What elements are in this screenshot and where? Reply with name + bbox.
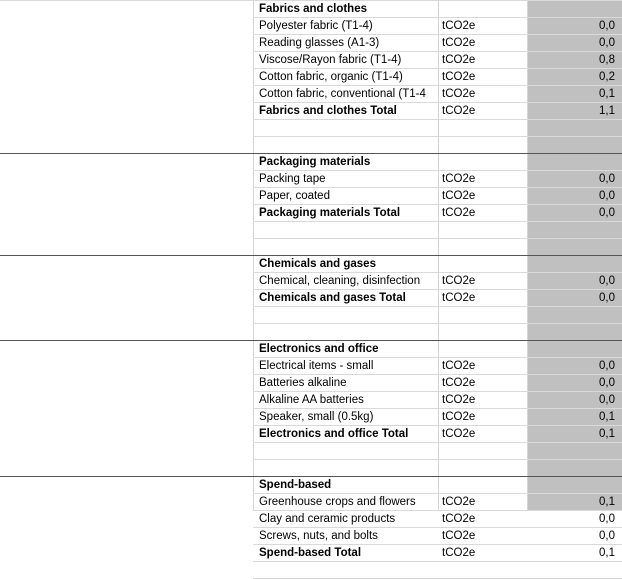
blank-row — [0, 443, 622, 460]
unit-cell[interactable]: tCO2e — [442, 37, 476, 49]
total-value-cell[interactable]: 0,0 — [599, 292, 615, 304]
table-row — [0, 392, 622, 409]
value-cell[interactable]: 0,0 — [599, 37, 615, 49]
unit-cell[interactable]: tCO2e — [442, 496, 476, 508]
table-row — [0, 375, 622, 392]
unit-cell[interactable]: tCO2e — [442, 394, 476, 406]
unit-cell[interactable]: tCO2e — [442, 360, 476, 372]
blank-row — [0, 120, 622, 137]
table-row — [0, 273, 622, 290]
section-header-row — [0, 1, 622, 18]
total-row — [0, 545, 622, 562]
unit-cell[interactable]: tCO2e — [442, 292, 476, 304]
value-cell[interactable]: 0,0 — [599, 275, 615, 287]
table-row — [0, 188, 622, 205]
section-header-row — [0, 154, 622, 171]
value-cell[interactable]: 0,0 — [599, 377, 615, 389]
unit-cell[interactable]: tCO2e — [442, 71, 476, 83]
blank-row — [0, 137, 622, 154]
unit-cell[interactable]: tCO2e — [442, 275, 476, 287]
section-header[interactable]: Electronics and office — [259, 343, 379, 355]
blank-row — [0, 239, 622, 256]
blank-row — [0, 222, 622, 239]
blank-row — [0, 307, 622, 324]
total-value-cell[interactable]: 0,1 — [599, 428, 615, 440]
item-label[interactable]: Paper, coated — [259, 190, 330, 202]
total-row — [0, 205, 622, 222]
section-header-row — [0, 256, 622, 273]
section-header[interactable]: Fabrics and clothes — [259, 3, 368, 15]
value-cell[interactable]: 0,0 — [599, 394, 615, 406]
item-label[interactable]: Packaging materials Total — [259, 207, 401, 219]
item-label[interactable]: Packing tape — [259, 173, 326, 185]
total-row — [0, 290, 622, 307]
unit-cell[interactable]: tCO2e — [442, 377, 476, 389]
value-cell[interactable]: 0,0 — [599, 530, 615, 542]
table-row — [0, 18, 622, 35]
blank-row — [0, 324, 622, 341]
unit-cell[interactable]: tCO2e — [442, 207, 476, 219]
item-label[interactable]: Electronics and office Total — [259, 428, 409, 440]
unit-cell[interactable]: tCO2e — [442, 88, 476, 100]
unit-cell[interactable]: tCO2e — [442, 411, 476, 423]
value-cell[interactable]: 0,1 — [599, 88, 615, 100]
blank-row — [0, 460, 622, 477]
table-row — [0, 171, 622, 188]
item-label[interactable]: Chemical, cleaning, disinfection — [259, 275, 421, 287]
item-label[interactable]: Clay and ceramic products — [259, 513, 396, 525]
table-row — [0, 35, 622, 52]
value-cell[interactable]: 0,0 — [599, 360, 615, 372]
item-label[interactable]: Screws, nuts, and bolts — [259, 530, 378, 542]
value-cell[interactable]: 0,0 — [599, 173, 615, 185]
total-value-cell[interactable]: 0,0 — [599, 207, 615, 219]
item-label[interactable]: Speaker, small (0.5kg) — [259, 411, 374, 423]
section-header-row — [0, 477, 622, 494]
section-header-row — [0, 341, 622, 358]
table-row — [0, 69, 622, 86]
table-row — [0, 409, 622, 426]
section-header[interactable]: Chemicals and gases — [259, 258, 376, 270]
unit-cell[interactable]: tCO2e — [442, 530, 476, 542]
unit-cell[interactable]: tCO2e — [442, 190, 476, 202]
section-header[interactable]: Spend-based — [259, 479, 332, 491]
item-label[interactable]: Fabrics and clothes Total — [259, 105, 397, 117]
item-label[interactable]: Cotton fabric, conventional (T1-4 — [259, 88, 426, 100]
table-row — [0, 511, 622, 528]
value-cell[interactable]: 0,0 — [599, 513, 615, 525]
value-cell[interactable]: 0,1 — [599, 496, 615, 508]
item-label[interactable]: Reading glasses (A1-3) — [259, 37, 380, 49]
unit-cell[interactable]: tCO2e — [442, 513, 476, 525]
value-cell[interactable]: 0,1 — [599, 411, 615, 423]
unit-cell[interactable]: tCO2e — [442, 428, 476, 440]
table-row — [0, 358, 622, 375]
item-label[interactable]: Polyester fabric (T1-4) — [259, 20, 373, 32]
total-row — [0, 426, 622, 443]
section-header[interactable]: Packaging materials — [259, 156, 371, 168]
item-label[interactable]: Greenhouse crops and flowers — [259, 496, 416, 508]
total-row — [0, 103, 622, 120]
value-cell[interactable]: 0,2 — [599, 71, 615, 83]
table-row — [0, 52, 622, 69]
table-row — [0, 86, 622, 103]
top-gridline — [0, 0, 622, 1]
unit-cell[interactable]: tCO2e — [442, 20, 476, 32]
unit-cell[interactable]: tCO2e — [442, 54, 476, 66]
unit-cell[interactable]: tCO2e — [442, 173, 476, 185]
blank-row — [0, 562, 622, 579]
item-label[interactable]: Electrical items - small — [259, 360, 374, 372]
value-cell[interactable]: 0,8 — [599, 54, 615, 66]
item-label[interactable]: Batteries alkaline — [259, 377, 347, 389]
unit-cell[interactable]: tCO2e — [442, 547, 476, 559]
value-cell[interactable]: 0,0 — [599, 20, 615, 32]
item-label[interactable]: Spend-based Total — [259, 547, 362, 559]
item-label[interactable]: Cotton fabric, organic (T1-4) — [259, 71, 403, 83]
unit-cell[interactable]: tCO2e — [442, 105, 476, 117]
item-label[interactable]: Alkaline AA batteries — [259, 394, 364, 406]
value-cell[interactable]: 0,0 — [599, 190, 615, 202]
total-value-cell[interactable]: 0,1 — [599, 547, 615, 559]
total-value-cell[interactable]: 1,1 — [599, 105, 615, 117]
item-label[interactable]: Viscose/Rayon fabric (T1-4) — [259, 54, 402, 66]
table-row — [0, 528, 622, 545]
item-label[interactable]: Chemicals and gases Total — [259, 292, 406, 304]
table-row — [0, 494, 622, 511]
